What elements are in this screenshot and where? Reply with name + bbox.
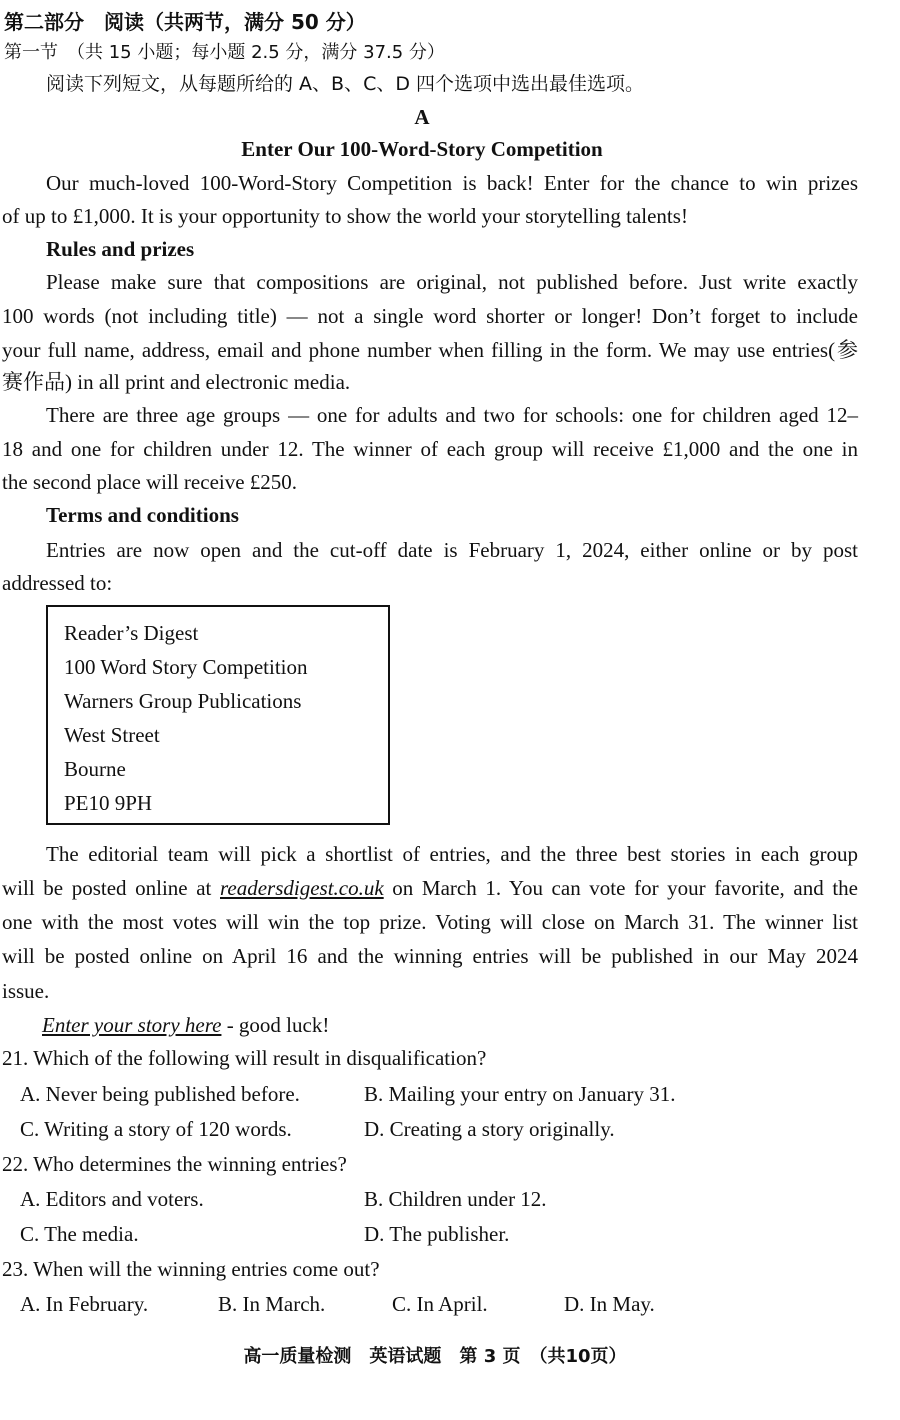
terms-p2-line-2-end: on March 1. You can vote for your favorite, and the	[383, 876, 858, 900]
question-21-stem: 21. Which of the following will result in disqualification?	[2, 1046, 487, 1070]
address-line-4: West Street	[64, 723, 160, 747]
passage-title: Enter Our 100-Word-Story Competition	[241, 137, 603, 161]
terms-p1-line-2: addressed to:	[2, 571, 113, 595]
q22-option-b[interactable]: B. Children under 12.	[364, 1187, 547, 1211]
rules-p2-line-2: 18 and one for children under 12. The winner of each group will receive £1,000 and the one in	[2, 437, 858, 461]
q23-option-b[interactable]: B. In March.	[218, 1292, 326, 1316]
terms-p2-line-2	[2, 876, 858, 901]
address-line-5: Bourne	[64, 757, 126, 781]
address-line-3: Warners Group Publications	[64, 689, 302, 713]
part-heading: 第二部分 阅读（共两节，满分 50 分）	[4, 10, 366, 34]
rules-p1-line-1: Please make sure that compositions are original, not published before. Just write exactly	[46, 270, 858, 294]
section-heading: 第一节 （共 15 小题；每小题 2.5 分，满分 37.5 分）	[4, 42, 445, 63]
page-footer: 高一质量检测 英语试题 第 3 页 （共10页）	[243, 1346, 627, 1367]
intro-line-2: of up to £1,000. It is your opportunity to show the world your storytelling talents!	[2, 204, 688, 228]
terms-p2-line-5: issue.	[2, 979, 50, 1003]
terms-p2-line-1: The editorial team will pick a shortlist of entries, and the three best stories in each group	[46, 842, 858, 866]
intro-line-1: Our much-loved 100-Word-Story Competition is back! Enter for the chance to win prizes	[46, 171, 858, 195]
question-23-stem: 23. When will the winning entries come out?	[2, 1257, 380, 1281]
address-line-6: PE10 9PH	[64, 791, 153, 815]
passage-letter: A	[414, 105, 430, 129]
closing-line	[42, 1013, 329, 1038]
terms-p2-line-3: one with the most votes will win the top prize. Voting will close on March 31. The winner list	[2, 910, 858, 934]
q21-option-c[interactable]: C. Writing a story of 120 words.	[20, 1117, 292, 1141]
terms-heading: Terms and conditions	[46, 503, 239, 527]
q23-option-d[interactable]: D. In May.	[564, 1292, 655, 1316]
address-line-1: Reader’s Digest	[64, 621, 199, 645]
terms-p2-line-4: will be posted online on April 16 and the winning entries will be published in our May 2024	[2, 944, 858, 968]
q21-option-d[interactable]: D. Creating a story originally.	[364, 1117, 615, 1141]
instructions: 阅读下列短文，从每题所给的 A、B、C、D 四个选项中选出最佳选项。	[46, 73, 645, 95]
q21-option-a[interactable]: A. Never being published before.	[20, 1082, 300, 1106]
rules-p1-line-4: 赛作品) in all print and electronic media.	[2, 370, 351, 394]
q22-option-a[interactable]: A. Editors and voters.	[20, 1187, 204, 1211]
q23-option-c[interactable]: C. In April.	[392, 1292, 488, 1316]
q22-option-d[interactable]: D. The publisher.	[364, 1222, 510, 1246]
question-22-stem: 22. Who determines the winning entries?	[2, 1152, 347, 1176]
closing-text: - good luck!	[221, 1013, 330, 1037]
q22-option-c[interactable]: C. The media.	[20, 1222, 139, 1246]
terms-p1-line-1: Entries are now open and the cut-off date is February 1, 2024, either online or by post	[46, 538, 858, 562]
enter-story-link[interactable]: Enter your story here	[42, 1013, 222, 1037]
rules-p1-line-2: 100 words (not including title) — not a single word shorter or longer! Don’t forget to include	[2, 304, 858, 328]
address-line-2: 100 Word Story Competition	[64, 655, 308, 679]
rules-p2-line-1: There are three age groups — one for adults and two for schools: one for children aged 12–	[46, 403, 858, 427]
q23-option-a[interactable]: A. In February.	[20, 1292, 149, 1316]
terms-p2-line-2-start: will be posted online at	[2, 876, 220, 900]
rules-p1-line-3: your full name, address, email and phone number when filling in the form. We may use entries(参	[2, 338, 858, 362]
rules-heading: Rules and prizes	[46, 237, 195, 261]
q21-option-b[interactable]: B. Mailing your entry on January 31.	[364, 1082, 676, 1106]
address-box	[46, 605, 390, 825]
rules-p2-line-3: the second place will receive £250.	[2, 470, 298, 494]
website-link[interactable]: readersdigest.co.uk	[220, 876, 384, 900]
